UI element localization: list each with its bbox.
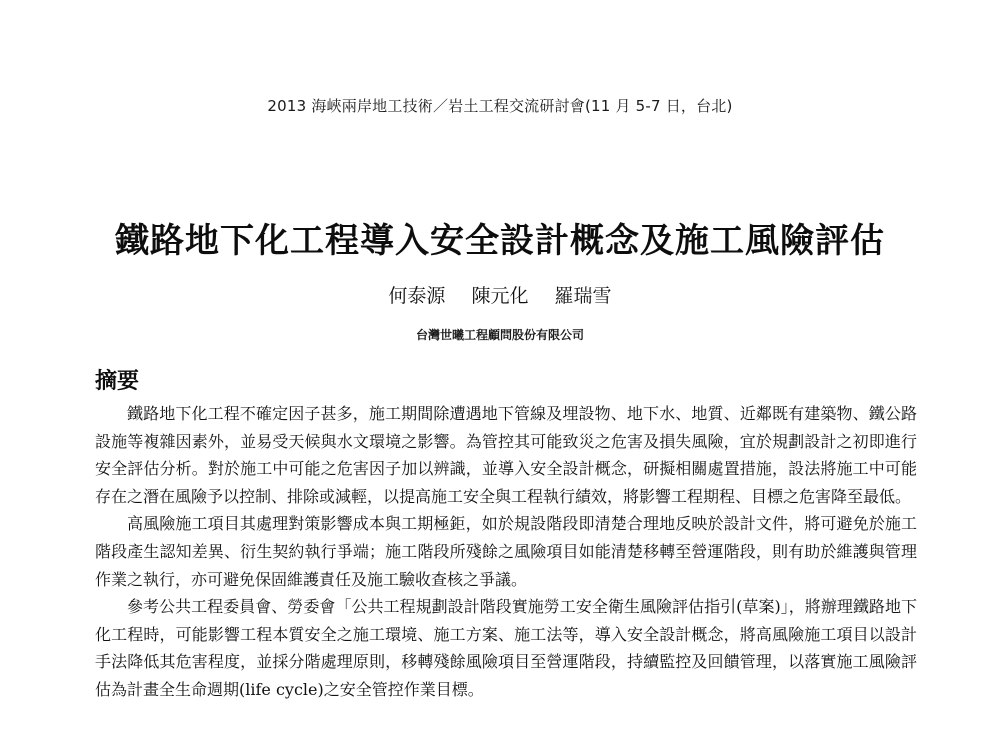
abstract-paragraph: 高風險施工項目其處理對策影響成本與工期極鉅，如於規設階段即清楚合理地反映於設計文件，將可避免於施工階段產生認知差異、衍生契約執行爭端；施工階段所殘餘之風險項目如能清楚移轉至營運階段，則有助於維護與管理作業之執行，亦可避免保固維護責任及施工驗收查核之爭議。 [95,514,917,589]
paper-title: 鐵路地下化工程導入安全設計概念及施工風險評估 [115,221,885,261]
abstract-heading: 摘要 [95,369,140,394]
author-list [0,281,1000,308]
author-name: 何泰源 [388,285,446,307]
author-name: 羅瑞雪 [554,285,612,307]
abstract-body [95,400,917,704]
author-name: 陳元化 [471,285,529,307]
abstract-paragraph: 參考公共工程委員會、勞委會「公共工程規劃設計階段實施勞工安全衛生風險評估指引(草案)」，將辦理鐵路地下化工程時，可能影響工程本質安全之施工環境、施工方案、施工法等，導入安全設計概念，將高風險施工項目以設計手法降低其危害程度，並採分階處理原則，移轉殘餘風險項目至營運階段，持續監控及回饋管理，以落實施工風險評估為計畫全生命週期(life cycle)之安全管控作業目標。 [95,597,917,699]
conference-header: 2013 海峽兩岸地工技術／岩土工程交流研討會(11 月 5-7 日，台北) [267,97,733,115]
affiliation: 台灣世曦工程顧問股份有限公司 [415,328,584,342]
abstract-paragraph: 鐵路地下化工程不確定因子甚多，施工期間除遭遇地下管線及埋設物、地下水、地質、近鄰既有建築物、鐵公路設施等複雜因素外，並易受天候與水文環境之影響。為管控其可能致災之危害及損失風險，宜於規劃設計之初即進行安全評估分析。對於施工中可能之危害因子加以辨識，並導入安全設計概念，研擬相關處置措施，設法將施工中可能存在之潛在風險予以控制、排除或減輕，以提高施工安全與工程執行績效，將影響工程期程、目標之危害降至最低。 [95,404,917,506]
